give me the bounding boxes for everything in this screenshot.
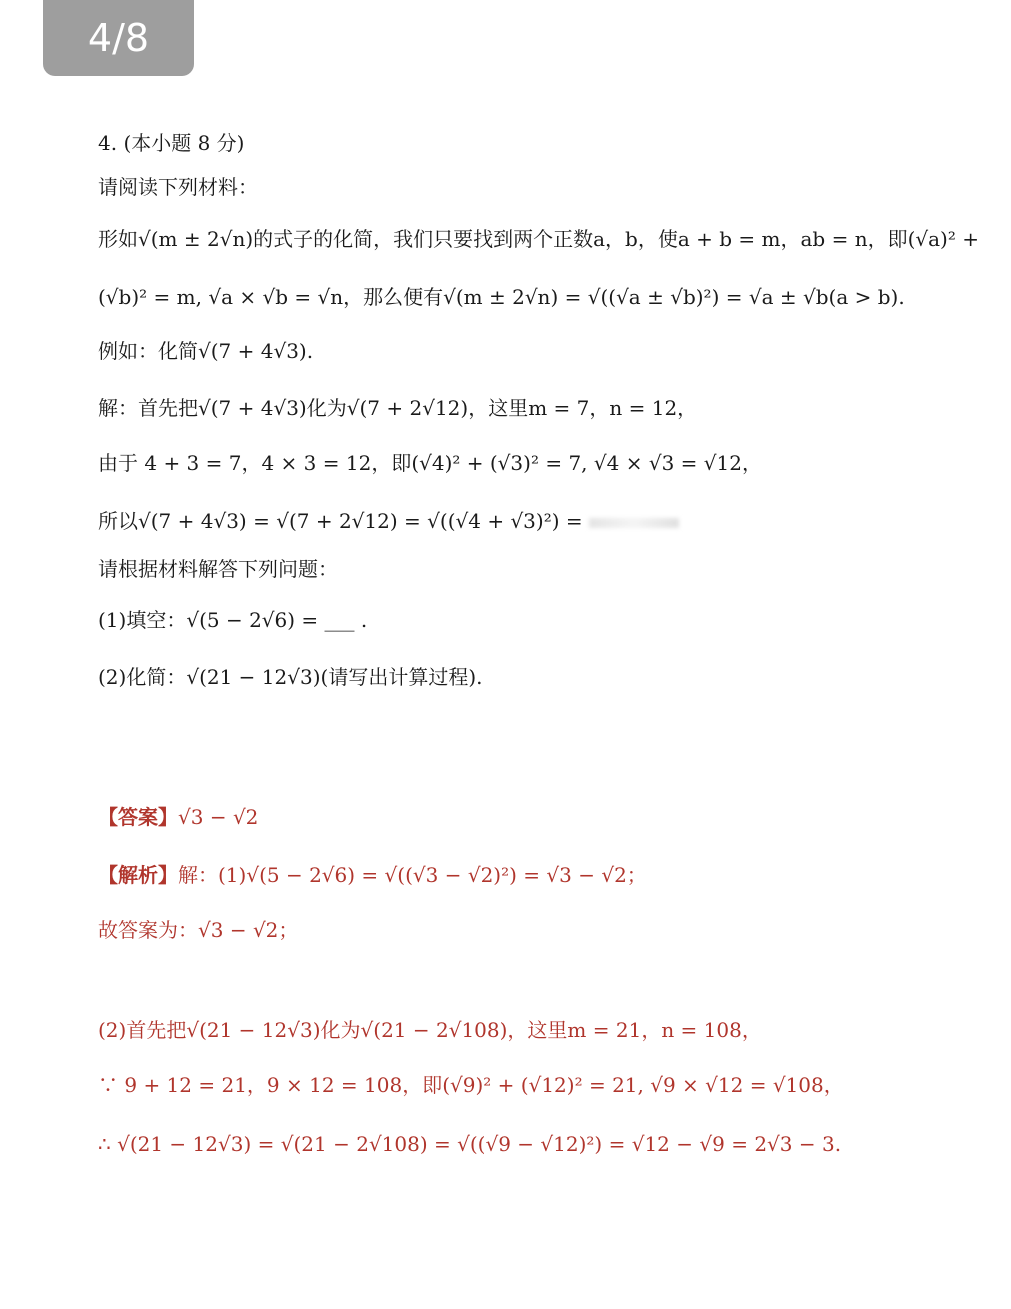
blurred-result <box>589 518 679 528</box>
part-2: (2)化简：√(21 − 12√3)(请写出计算过程). <box>98 665 483 689</box>
analysis-line-5: ∴ √(21 − 12√3) = √(21 − 2√108) = √((√9 − √12)²) = √12 − √9 = 2√3 − 3. <box>98 1132 842 1156</box>
solution-line-3-text: 所以√(7 + 4√3) = √(7 + 2√12) = √((√4 + √3)²) = <box>98 509 583 533</box>
analysis-line-3: (2)首先把√(21 − 12√3)化为√(21 − 2√108)，这里m = 21，n = 108， <box>98 1018 762 1042</box>
question-intro: 请阅读下列材料： <box>98 175 258 199</box>
part-1: (1)填空：√(5 − 2√6) = ___ . <box>98 608 368 632</box>
solution-line-3 <box>98 508 679 534</box>
analysis-line-4: ∵ 9 + 12 = 21，9 × 12 = 108，即(√9)² + (√12)² = 21, √9 × √12 = √108， <box>98 1073 844 1097</box>
question-prompt: 请根据材料解答下列问题： <box>98 557 338 581</box>
analysis-line-2: 故答案为：√3 − √2； <box>98 918 299 942</box>
answer-value: √3 − √2 <box>178 805 259 829</box>
material-line-1: 形如√(m ± 2√n)的式子的化简，我们只要找到两个正数a，b，使a + b = m，ab = n，即(√a)² + <box>98 227 979 251</box>
example-line: 例如：化简√(7 + 4√3). <box>98 339 314 363</box>
solution-line-2: 由于 4 + 3 = 7，4 × 3 = 12，即(√4)² + (√3)² = 7, √4 × √3 = √12， <box>98 451 762 475</box>
answer-tag: 【答案】 <box>98 805 178 829</box>
analysis-tag: 【解析】 <box>98 863 178 887</box>
analysis-line-1 <box>98 862 647 888</box>
material-line-2: (√b)² = m, √a × √b = √n，那么便有√(m ± 2√n) = √((√a ± √b)²) = √a ± √b(a > b). <box>98 285 905 309</box>
analysis-text-1: 解：(1)√(5 − 2√6) = √((√3 − √2)²) = √3 − √2； <box>178 863 647 887</box>
page-indicator: 4/8 <box>43 0 194 76</box>
solution-line-1: 解：首先把√(7 + 4√3)化为√(7 + 2√12)，这里m = 7，n = 12， <box>98 396 698 420</box>
answer-line <box>98 804 258 830</box>
question-header: 4. (本小题 8 分) <box>98 131 245 155</box>
